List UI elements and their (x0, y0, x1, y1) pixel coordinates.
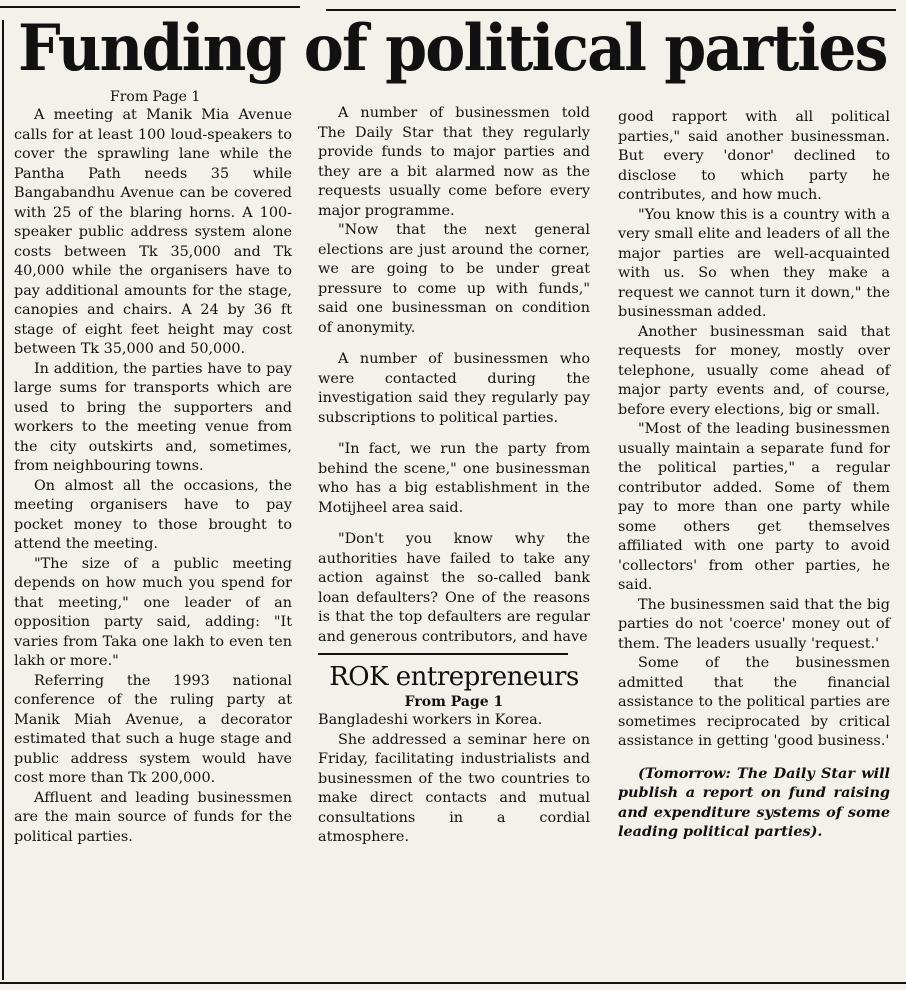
from-page-label: From Page 1 (110, 89, 201, 105)
paragraph: A number of businessmen who were contacted during the investigation said they regularly pay subscriptions to political parties. (318, 351, 590, 426)
sidebar-story-from-page: From Page 1 (404, 694, 504, 710)
closing-note: (Tomorrow: The Daily Star will publish a report on fund raising and expenditure systems of some leading political parties). (618, 764, 890, 840)
paragraph: In addition, the parties have to pay large sums for transports which are used to bring the supporters and workers to the meeting venue from the city outskirts and, sometimes, from neighbouring towns. (14, 360, 292, 474)
paragraph: Referring the 1993 national conference of the ruling party at Manik Miah Avenue, a decorator estimated that such a huge stage and public address system would have cost more than Tk 200,000. (14, 672, 292, 786)
column-3 (618, 108, 890, 842)
column-1 (14, 88, 292, 847)
paragraph: "Most of the leading businessmen usually maintain a separate fund for the political parties," a regular contributor added. Some of them pay to more than one party while some others get themselves affiliated with one party to avoid 'collectors' from other parties, he said. (618, 421, 890, 593)
paragraph: good rapport with all political parties," said another businessman. But every 'donor' declined to disclose to which party he contributes, and how much. (618, 109, 890, 203)
paragraph: On almost all the occasions, the meeting organisers have to pay pocket money to those brought to attend the meeting. (14, 477, 292, 552)
paragraph: Affluent and leading businessmen are the main source of funds for the political parties. (14, 789, 292, 845)
paragraph: "Don't you know why the authorities have failed to take any action against the so-called bank loan defaulters? One of the reasons is that the top defaulters are regular and generous contributors, and have (318, 531, 590, 645)
paragraph: Some of the businessmen admitted that the financial assistance to the political parties are sometimes reciprocated by critical assistance in getting 'good business.' (618, 655, 890, 749)
paragraph: "The size of a public meeting depends on how much you spend for that meeting," one leader of an opposition party said, adding: "It varies from Taka one lakh to even ten lakh or more." (14, 555, 292, 669)
column-2 (318, 104, 590, 848)
paragraph: "You know this is a country with a very small elite and leaders of all the major parties are well-acquainted with us. So when they make a request we cannot turn it down," the businessman added. (618, 206, 890, 320)
left-border-rule (2, 20, 4, 980)
bottom-rule (0, 982, 906, 984)
article-headline: Funding of political parties (18, 11, 887, 86)
paragraph: "In fact, we run the party from behind the scene," one businessman who has a big establishment in the Motijheel area said. (318, 441, 590, 516)
paragraph: Another businessman said that requests for money, mostly over telephone, usually come ahead of major party events and, of course, before every elections, big or small. (618, 323, 890, 418)
story-divider (318, 653, 568, 655)
paragraph: A number of businessmen told The Daily Star that they regularly provide funds to major parties and they are a bit alarmed now as the requests usually come before every major programme. (318, 105, 590, 219)
sidebar-story-lead: Bangladeshi workers in Korea. (318, 712, 543, 728)
sidebar-story-body: She addressed a seminar here on Friday, facilitating industrialists and businessmen of the two countries to make direct contacts and mutual consultations in a cordial atmosphere. (318, 731, 590, 845)
paragraph: The businessmen said that the big parties do not 'coerce' money out of them. The leaders usually 'request.' (618, 596, 890, 652)
paragraph: "Now that the next general elections are just around the corner, we are going to be under great pressure to come up with funds," said one businessman on condition of anonymity. (318, 222, 590, 336)
top-left-rule (0, 0, 300, 8)
sidebar-story-headline: ROK entrepreneurs (329, 662, 579, 692)
paragraph: A meeting at Manik Mia Avenue calls for at least 100 loud-speakers to cover the sprawling lane while the Pantha Path needs 35 while Bangabandhu Avenue can be covered with 25 of the blaring horns. A 100-speaker public address system alone costs between Tk 35,000 and Tk 40,000 while the organisers have to pay additional amounts for the stage, canopies and chairs. A 24 by 36 ft stage of eight feet height may cost between Tk 35,000 and 50,000. (14, 107, 292, 357)
